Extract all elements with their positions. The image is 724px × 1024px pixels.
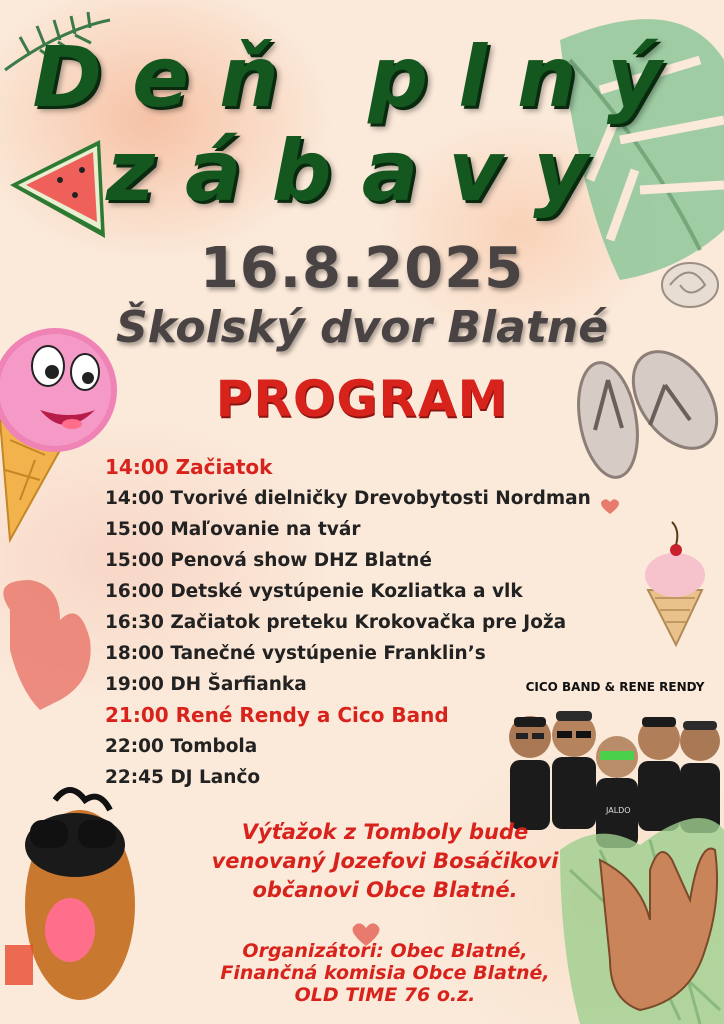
schedule-item: 14:00 Tvorivé dielničky Drevobytosti Nordman — [105, 488, 591, 509]
schedule-item: 16:30 Začiatok preteku Krokovačka pre Joža — [105, 612, 567, 633]
event-date: 16.8.2025 — [199, 236, 525, 301]
program-heading: PROGRAM — [215, 370, 509, 428]
schedule-item: 19:00 DH Šarfianka — [105, 674, 307, 695]
note-line: Výťažok z Tomboly bude — [241, 820, 529, 844]
tombola-note — [150, 818, 620, 905]
note-line: občanovi Obce Blatné. — [252, 878, 518, 902]
organizers-line: Finančná komisia Obce Blatné, — [220, 962, 550, 984]
schedule-item: 15:00 Penová show DHZ Blatné — [105, 550, 432, 571]
ice-cream-character-icon — [0, 328, 117, 540]
note-line: venovaný Jozefovi Bosáčikovi — [211, 849, 559, 873]
schedule-item: 18:00 Tanečné vystúpenie Franklin’s — [105, 643, 486, 664]
event-title-line2: zábavy — [106, 122, 618, 220]
schedule-item: 14:00 Začiatok — [105, 455, 273, 479]
schedule-item: 16:00 Detské vystúpenie Kozliatka a vlk — [105, 581, 523, 602]
dog-cartoon-icon — [5, 790, 135, 1000]
event-venue: Školský dvor Blatné — [115, 302, 609, 353]
heart-icon — [3, 580, 90, 710]
schedule-item: 22:45 DJ Lančo — [105, 767, 261, 788]
band-label: CICO BAND & RENE RENDY — [525, 680, 705, 694]
svg-text:JALDO: JALDO — [606, 806, 631, 815]
organizers-line: Organizátori: Obec Blatné, — [242, 940, 528, 962]
organizers — [160, 940, 610, 1006]
schedule-item: 15:00 Maľovanie na tvár — [105, 519, 361, 540]
organizers-line: OLD TIME 76 o.z. — [294, 984, 476, 1006]
event-title-line1: Deň plný — [32, 28, 692, 126]
schedule-list — [105, 452, 665, 793]
schedule-item: 22:00 Tombola — [105, 736, 258, 757]
schedule-item: 21:00 René Rendy a Cico Band — [105, 703, 449, 727]
